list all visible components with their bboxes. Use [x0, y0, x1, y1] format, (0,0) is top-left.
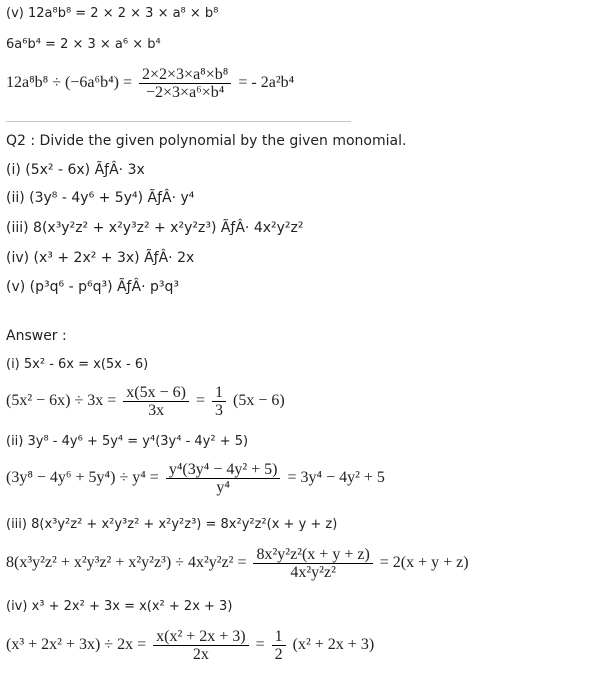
answer-i-right: (5x − 6) [233, 392, 285, 410]
answer-i-coef-den: 3 [215, 402, 223, 419]
eq-numerator: 2×2×3×a⁸×b⁸ [139, 66, 231, 84]
answer-iv-right: (x² + 2x + 3) [292, 636, 375, 654]
answer-iv-text: (iv) x³ + 2x² + 3x = x(x² + 2x + 3) [6, 599, 233, 614]
eq-right: = - 2a²b⁴ [238, 74, 295, 92]
answer-ii-fraction [166, 461, 281, 496]
answer-iv-coef-num: 1 [272, 628, 286, 646]
question-item-iv: (iv) (x³ + 2x² + 3x) ÃƒÂ· 2x [6, 250, 195, 266]
answer-i-fraction [123, 384, 189, 419]
answer-iv-denominator: 2x [192, 646, 209, 663]
answer-ii-left: (3y⁸ − 4y⁶ + 5y⁴) ÷ y⁴ = [6, 469, 159, 487]
answer-iii-left: 8(x³y²z² + x²y³z² + x²y²z³) ÷ 4x²y²z² = [6, 554, 247, 572]
eq-fraction [139, 66, 231, 101]
answer-ii-numerator: y⁴(3y⁴ − 4y² + 5) [166, 461, 281, 479]
part-v-line-2: 6a⁶b⁴ = 2 × 3 × a⁶ × b⁴ [6, 37, 161, 52]
answer-i-denominator: 3x [148, 402, 165, 419]
question-item-iii: (iii) 8(x³y²z² + x²y³z² + x²y²z³) ÃƒÂ· 4x²y²z² [6, 220, 304, 236]
answer-iii-text: (iii) 8(x³y²z² + x²y³z² + x²y²z³) = 8x²y²z²(x + y + z) [6, 517, 338, 532]
answer-iii-numerator: 8x²y²z²(x + y + z) [253, 546, 372, 564]
answer-i-equation [6, 384, 285, 419]
answer-iv-numerator: x(x² + 2x + 3) [153, 628, 249, 646]
question-item-ii: (ii) (3y⁸ - 4y⁶ + 5y⁴) ÃƒÂ· y⁴ [6, 190, 195, 206]
answer-iv-coef-den: 2 [274, 646, 283, 663]
answer-heading: Answer : [6, 328, 67, 344]
answer-iv-equation [6, 628, 374, 663]
answer-iii-denominator: 4x²y²z² [290, 564, 336, 581]
answer-iii-equation [6, 546, 469, 581]
answer-i-left: (5x² − 6x) ÷ 3x = [6, 392, 117, 410]
answer-i-equals: = [195, 392, 205, 410]
question-title: Q2 : Divide the given polynomial by the given monomial. [6, 133, 407, 149]
question-item-i: (i) (5x² - 6x) ÃƒÂ· 3x [6, 162, 145, 178]
answer-ii-text: (ii) 3y⁸ - 4y⁶ + 5y⁴ = y⁴(3y⁴ - 4y² + 5) [6, 434, 249, 449]
answer-i-numerator: x(5x − 6) [123, 384, 189, 402]
answer-iv-equals: = [255, 636, 265, 654]
answer-iii-right: = 2(x + y + z) [379, 554, 469, 572]
answer-ii-equation [6, 461, 385, 496]
section-divider [6, 121, 351, 122]
answer-iv-left: (x³ + 2x² + 3x) ÷ 2x = [6, 636, 147, 654]
answer-i-coefficient [212, 384, 226, 419]
question-item-v: (v) (p³q⁶ - p⁶q³) ÃƒÂ· p³q³ [6, 279, 179, 295]
answer-ii-denominator: y⁴ [216, 479, 230, 496]
answer-i-coef-num: 1 [212, 384, 226, 402]
eq-left: 12a⁸b⁸ ÷ (−6a⁶b⁴) = [6, 74, 132, 92]
answer-i-text: (i) 5x² - 6x = x(5x - 6) [6, 357, 149, 372]
part-v-equation [6, 66, 294, 101]
answer-iii-fraction [253, 546, 372, 581]
answer-iv-coefficient [272, 628, 286, 663]
eq-denominator: −2×3×a⁶×b⁴ [146, 84, 225, 101]
part-v-line-1: (v) 12a⁸b⁸ = 2 × 2 × 3 × a⁸ × b⁸ [6, 6, 219, 21]
answer-iv-fraction [153, 628, 249, 663]
answer-ii-right: = 3y⁴ − 4y² + 5 [287, 469, 385, 487]
